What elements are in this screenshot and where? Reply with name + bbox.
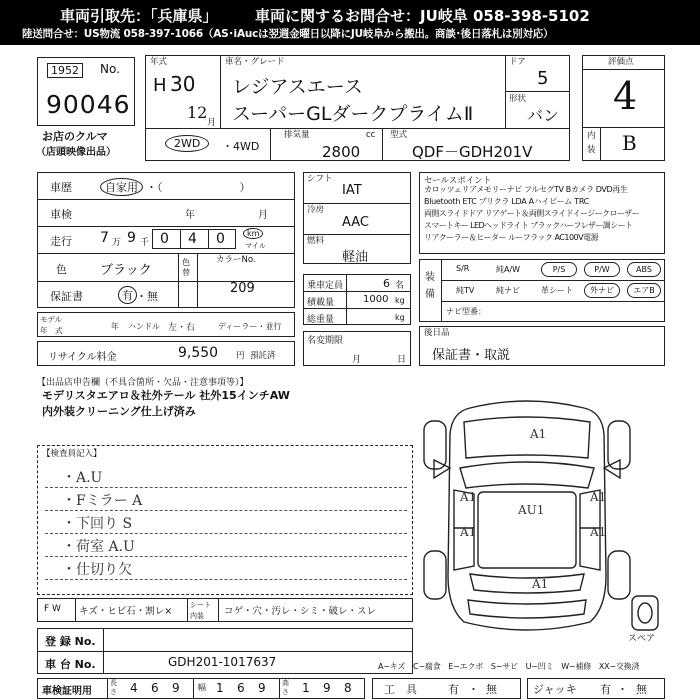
model-row-handle: ハンドル [128, 322, 160, 331]
cert-length-3: 9 [172, 681, 180, 695]
tools-no: 無 [486, 683, 497, 696]
interior-label2: 装 [587, 145, 596, 155]
equip-airbag: エアB [627, 283, 661, 298]
recycle-unit: 円 [236, 351, 245, 361]
cert-length-1: 4 [130, 681, 138, 695]
name-change-label: 名変期限 [307, 336, 344, 346]
sales-points-line2: Bluetooth ETC プリクラ LDA Aハイビーム TRC [424, 197, 589, 206]
header-line1-left: 車両引取先：「兵庫県」 [60, 7, 218, 25]
navi-model-label: ナビ型番： [446, 307, 486, 316]
model-row-dealer: ディーラー・並行 [218, 322, 282, 331]
inspector-line5: ・仕切り欠 [62, 562, 132, 578]
name-change-month: 月 [352, 355, 362, 365]
recycle-label: リサイクル料金 [48, 352, 117, 363]
body-type-value: バン [527, 106, 560, 125]
displacement-unit: cc [366, 130, 376, 140]
history-rest: ・（ ） [146, 181, 251, 194]
mileage-d5: 0 [216, 231, 225, 247]
color-code-label: カラーNo. [216, 255, 256, 265]
capacity-label: 乗車定員 [307, 281, 344, 291]
cert-height-2: 9 [323, 681, 331, 695]
warranty-selected: 有 [118, 286, 137, 304]
warranty-rest: ・無 [136, 290, 158, 303]
fw-seat-label2: 内装 [190, 612, 204, 620]
model-row-label2: 年 式 [40, 326, 63, 335]
notes-title: 【出品店申告欄（不具合箇所・欠品・注意事項等）】 [37, 378, 249, 388]
history-selected: 自家用 [100, 178, 143, 196]
equip-aw: 純A/W [496, 265, 521, 274]
sales-points-line3: 両側スライドドア リアゲート＆両側スライドイージークローザー [424, 209, 640, 218]
diag-mark-right: A1 [590, 490, 607, 504]
name-change-day: 日 [397, 355, 407, 365]
color-value: ブラック [100, 263, 152, 278]
model-year-era: H [153, 75, 167, 96]
diag-mark-left-rear: A1 [460, 525, 477, 539]
fuel-value: 軽油 [342, 250, 369, 265]
recycle-note: 預託済 [250, 351, 276, 361]
cert-width-label: 幅 [198, 683, 206, 692]
mileage-u1: 万 [112, 238, 122, 248]
model-code-label: 型式 [390, 130, 408, 140]
damage-legend: A−キズ C−腐食 E−エクボ S−サビ U−凹ミ W−補修 XX−交換済 [378, 662, 640, 671]
shop-line2: （店頭映像出品） [36, 147, 116, 158]
diag-mark-right-rear: A1 [590, 525, 607, 539]
doors-label: ドア [509, 57, 526, 67]
warranty-label: 保証書 [50, 290, 83, 303]
inspection-month-unit: 月 [258, 210, 268, 221]
lot-number: 90046 [46, 90, 131, 119]
history-label: 車歴 [50, 181, 72, 194]
cert-width-1: 1 [216, 681, 224, 695]
color-label: 色 [56, 263, 67, 276]
weight-label: 総重量 [307, 315, 335, 325]
wheel-front-right [608, 421, 630, 469]
cert-height-label: 高さ [282, 679, 289, 696]
inspection-year-unit: 年 [185, 210, 195, 221]
recycle-value: 9,550 [178, 345, 219, 361]
doors-value: 5 [537, 68, 549, 89]
wheel-rear-right [608, 551, 630, 599]
cert-label: 車検証明用 [42, 686, 92, 697]
equip-tv: 純TV [456, 286, 475, 295]
capacity-unit: 名 [395, 281, 405, 291]
chassis-value: GDH201-1017637 [168, 655, 277, 669]
car-grade: スーパーGLダークプライムⅡ [232, 103, 474, 125]
equip-abs: ABS [627, 262, 661, 277]
jack-yes: 有 [600, 683, 611, 696]
spare-label: スペア [628, 634, 656, 644]
mileage-u2: 千 [140, 238, 150, 248]
score-label: 評価点 [608, 57, 634, 67]
weight-unit: kg [395, 313, 405, 322]
car-name-label: 車名・グレード [225, 57, 285, 67]
inspector-line4: ・荷室 A.U [62, 539, 135, 555]
mileage-unit-mile: マイル [245, 242, 266, 250]
equip-leather: 革シート [541, 286, 573, 295]
displacement-value: 2800 [322, 143, 361, 161]
color-code: 209 [230, 281, 255, 296]
car-diagram [420, 376, 670, 646]
header-line2: 陸送問合せ：US物流 058-397-1066（AS･iAucは翌週金曜日以降にJU岐阜から搬出。商談･後日落札は別対応） [22, 28, 554, 40]
mileage-d2: 9 [127, 230, 136, 246]
inspector-line1: ・A.U [62, 470, 103, 486]
sales-points-line4: スマートキー LEDヘッドライト ブラックハーフレザー調シート [424, 221, 633, 230]
capacity-value: 6 [383, 277, 390, 290]
chassis-label: 車 台 No. [45, 658, 96, 671]
jack-label: ジャッキ [533, 683, 577, 696]
sales-points-title: セールスポイント [424, 176, 492, 186]
diag-mark-left: A1 [460, 490, 477, 504]
car-name: レジアスエース [232, 76, 363, 98]
equip-sr: S/R [456, 264, 470, 273]
shift-label: シフト [307, 174, 333, 184]
model-year-year: 30 [170, 72, 196, 96]
load-label: 積載量 [307, 298, 335, 308]
model-row-lr: 左・右 [168, 323, 196, 333]
fw-seat-items: コゲ・穴・汚レ・シミ・破レ・スレ [224, 606, 377, 617]
header-line1-right: 車両に関するお問合せ：JU岐阜 058-398-5102 [255, 7, 590, 25]
diag-mark-rear: A1 [532, 577, 549, 591]
mileage-d4: 4 [188, 231, 197, 247]
wheel-front-left [424, 421, 446, 469]
fw-seat-label1: シート [190, 601, 211, 609]
shop-line1: お店のクルマ [42, 130, 108, 143]
equip-ps: P/S [541, 262, 577, 277]
wheel-rear-left [424, 551, 446, 599]
mileage-d1: 7 [100, 230, 109, 246]
tools-yes: 有 [448, 683, 459, 696]
fw-items: キズ・ヒビ石・割レ× [79, 606, 173, 617]
load-unit: kg [395, 296, 405, 305]
displacement-label: 排気量 [284, 130, 310, 140]
mileage-unit-km: km [243, 228, 263, 239]
color-change-label: 色替 [182, 258, 190, 277]
lot-small-id: 1952 [47, 63, 83, 78]
score-value: 4 [613, 74, 638, 118]
notes-line1: モデリスタエアロ＆社外テール 社外15インチAW [42, 389, 290, 402]
inspector-title: 【検査員記入】 [42, 449, 102, 459]
drive-selected: 2WD [165, 135, 209, 152]
ac-value: AAC [342, 215, 369, 230]
sales-points-line5: リアクーラー＆ヒーター ルーフラック AC100V電源 [424, 233, 599, 242]
diag-mark-hood: A1 [530, 427, 547, 441]
model-year-label: 年式 [150, 57, 168, 67]
shift-value: IAT [342, 183, 362, 198]
model-row-year: 年 [111, 322, 119, 331]
body-type-label: 形状 [509, 94, 527, 104]
inspector-line2: ・Fミラー A [62, 493, 143, 509]
ac-label: 冷房 [307, 205, 325, 215]
later-value: 保証書・取説 [432, 348, 511, 363]
fuel-label: 燃料 [307, 236, 325, 246]
sales-points-line1: カロッツェリアメモリーナビ フルセグTV Bカメラ DVD再生 [424, 185, 628, 194]
load-value: 1000 [363, 294, 389, 305]
cert-height-3: 8 [344, 681, 352, 695]
tools-label: 工 具 [384, 683, 417, 696]
reg-label: 登 録 No. [45, 635, 96, 648]
later-label: 後日品 [424, 328, 450, 338]
cert-length-2: 6 [151, 681, 159, 695]
diag-mark-roof: AU1 [518, 503, 545, 517]
equip-ext-navi: 外ナビ [584, 283, 620, 298]
equipment-label1: 装 [425, 272, 435, 283]
model-row-label1: モデル [40, 315, 63, 324]
drive-other: ・4WD [222, 140, 260, 153]
model-year-month-unit: 月 [207, 118, 217, 128]
equipment-label2: 備 [425, 289, 435, 300]
model-year-month: 12 [187, 103, 208, 122]
interior-value: B [622, 131, 637, 155]
cert-width-2: 6 [237, 681, 245, 695]
equip-pw: P/W [584, 262, 620, 277]
inspection-label: 車検 [50, 208, 72, 221]
model-code-value: QDF－GDH201V [412, 143, 533, 161]
spare-tire [632, 596, 658, 630]
cert-height-1: 1 [302, 681, 310, 695]
fw-label: F W [44, 604, 61, 614]
notes-line2: 内外装クリーニング仕上げ済み [42, 405, 196, 418]
interior-label1: 内 [587, 131, 596, 141]
lot-no-label: No. [100, 62, 120, 76]
cert-length-label: 長さ [110, 679, 117, 696]
equip-navi: 純ナビ [496, 286, 520, 295]
mileage-label: 走行 [50, 235, 72, 248]
cert-width-3: 9 [258, 681, 266, 695]
inspector-line3: ・下回り S [62, 516, 133, 532]
mileage-d3: 0 [160, 231, 169, 247]
jack-no: 無 [636, 683, 647, 696]
